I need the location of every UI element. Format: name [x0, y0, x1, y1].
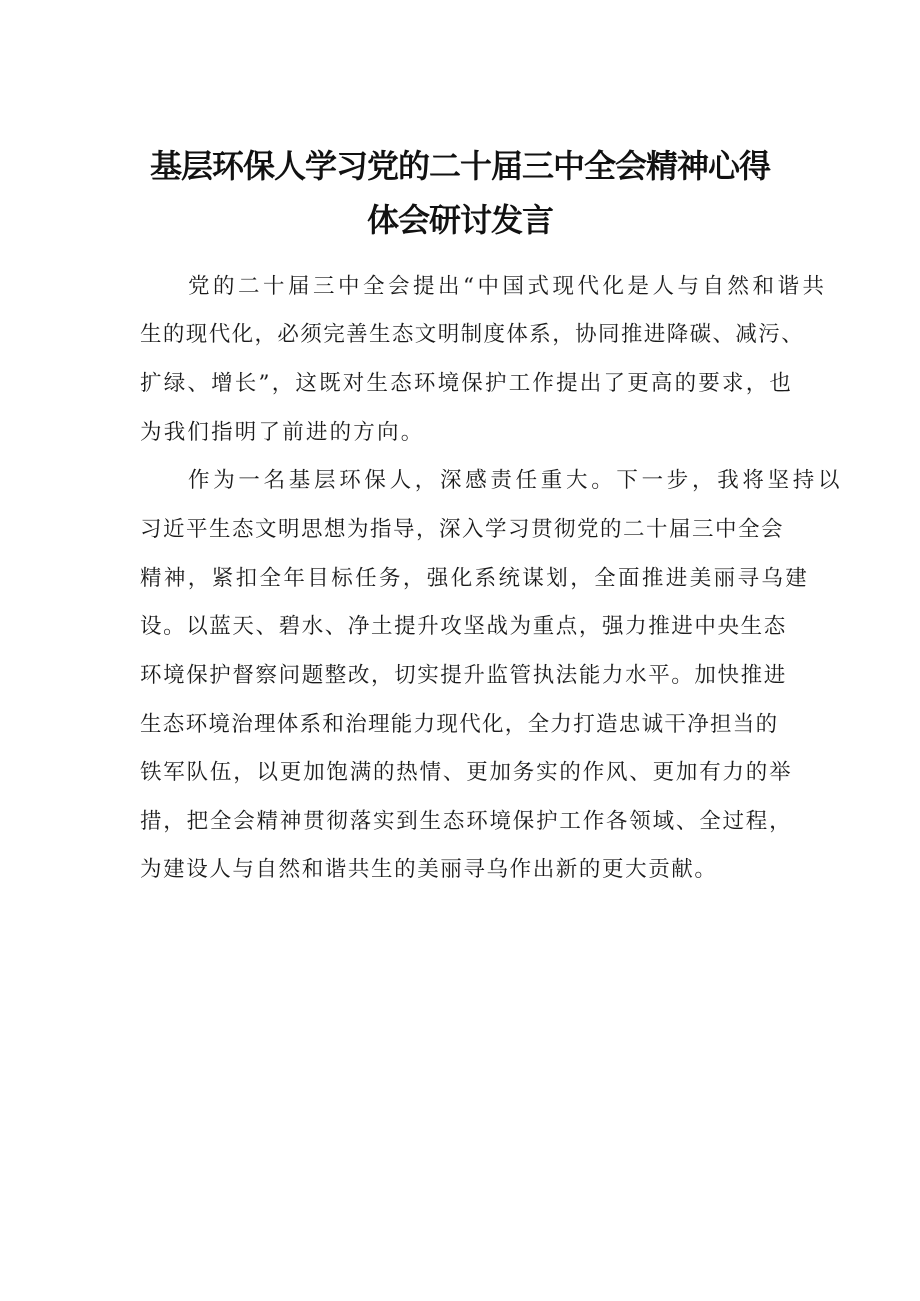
- paragraph-1-line-3: 扩绿、增长”，这既对生态环境保护工作提出了更高的要求，也: [140, 371, 794, 396]
- paragraph-1-line-1: 党的二十届三中全会提出“中国式现代化是人与自然和谐共: [188, 274, 828, 299]
- paragraph-2-line-3: 精神，紧扣全年目标任务，强化系统谋划，全面推进美丽寻乌建: [140, 566, 810, 591]
- document-title-line-2: 体会研讨发言: [366, 201, 553, 239]
- paragraph-2-line-5: 环境保护督察问题整改，切实提升监管执法能力水平。加快推进: [140, 663, 787, 688]
- paragraph-2-line-9: 为建设人与自然和谐共生的美丽寻乌作出新的更大贡献。: [140, 857, 718, 882]
- document-title-line-1: 基层环保人学习党的二十届三中全会精神心得: [149, 147, 770, 185]
- paragraph-2-line-7: 铁军队伍，以更加饱满的热情、更加务实的作风、更加有力的举: [140, 760, 793, 785]
- paragraph-2-line-1: 作为一名基层环保人，深感责任重大。下一步，我将坚持以: [188, 468, 844, 493]
- paragraph-2-line-4: 设。以蓝天、碧水、净土提升攻坚战为重点，强力推进中央生态: [140, 614, 787, 639]
- paragraph-1-line-4: 为我们指明了前进的方向。: [140, 420, 425, 445]
- paragraph-1-line-2: 生的现代化，必须完善生态文明制度体系，协同推进降碳、减污、: [140, 322, 805, 347]
- paragraph-2-line-8: 措，把全会精神贯彻落实到生态环境保护工作各领域、全过程，: [140, 809, 793, 834]
- paragraph-2-line-6: 生态环境治理体系和治理能力现代化，全力打造忠诚干净担当的: [140, 712, 779, 737]
- paragraph-2-line-2: 习近平生态文明思想为指导，深入学习贯彻党的二十届三中全会: [140, 517, 785, 542]
